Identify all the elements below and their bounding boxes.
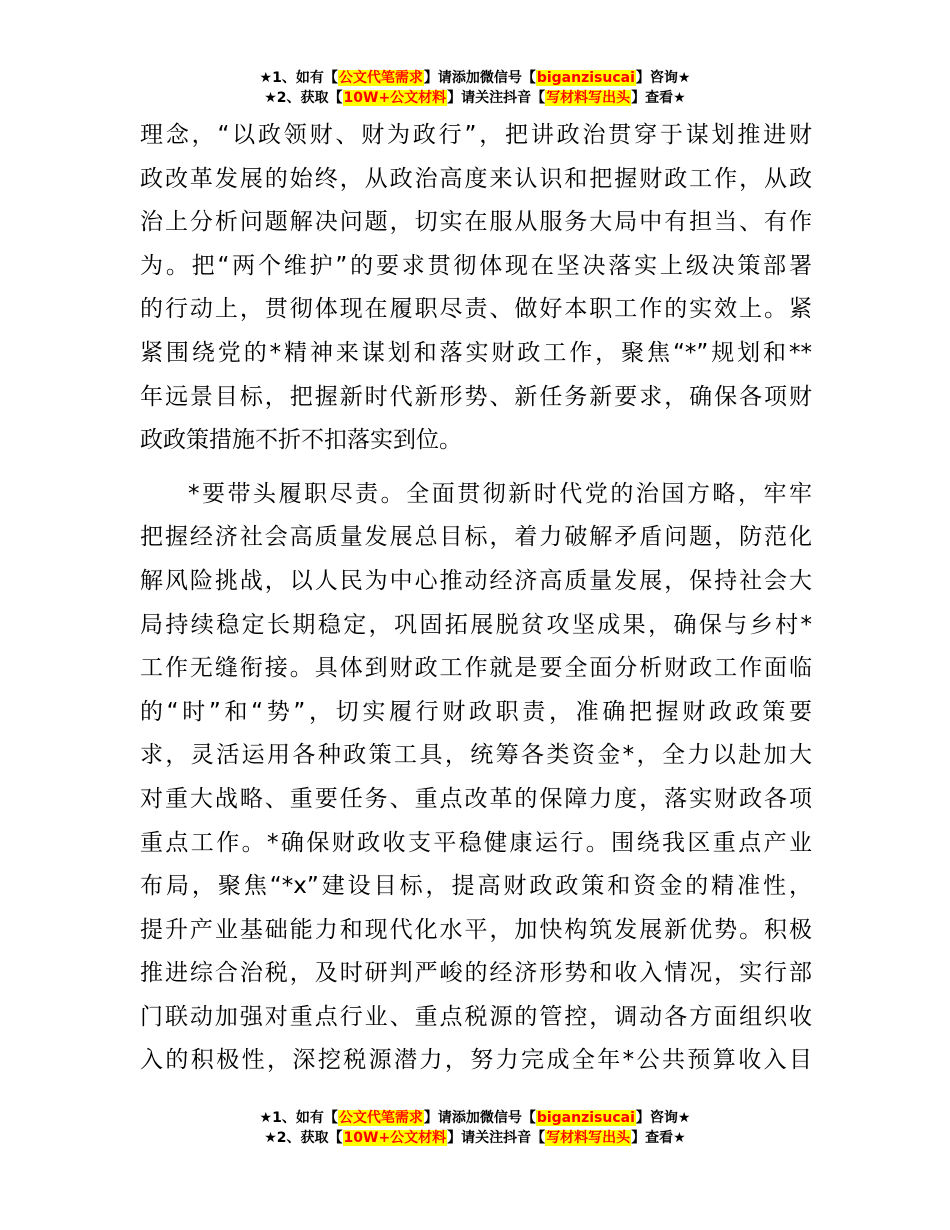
banner-line-2-mid: 】请关注抖音【 xyxy=(447,90,546,106)
banner-highlight-wechat: biganzisucai xyxy=(536,70,635,86)
text-line: 工作无缝衔接。具体到财政工作就是要全面分析财政工作面临 xyxy=(140,655,812,682)
banner-line-2 xyxy=(0,88,950,108)
text-line: 门联动加强对重点行业、重点税源的管控，调动各方面组织收 xyxy=(140,1003,812,1030)
banner-highlight-materials: 10W+公文材料 xyxy=(343,1130,447,1146)
text-line: 紧围绕党的*精神来谋划和落实财政工作，聚焦“*”规划和** xyxy=(140,339,812,366)
banner-line-2-mid: 】请关注抖音【 xyxy=(447,1130,546,1146)
banner-highlight-douyin: 写材料写出头 xyxy=(546,1130,631,1146)
footer-banner xyxy=(0,1108,950,1148)
text-line: 重点工作。*确保财政收支平稳健康运行。围绕我区重点产业 xyxy=(140,829,812,856)
paragraph-1 xyxy=(140,114,812,463)
banner-line-1-mid: 】请添加微信号【 xyxy=(423,1110,536,1126)
banner-line-2 xyxy=(0,1128,950,1148)
text-line: 局持续稳定长期稳定，巩固拓展脱贫攻坚成果，确保与乡村* xyxy=(140,611,812,638)
text-line: *要带头履职尽责。全面贯彻新时代党的治国方略，牢牢 xyxy=(188,480,812,507)
text-line: 提升产业基础能力和现代化水平，加快构筑发展新优势。积极 xyxy=(140,916,812,943)
banner-line-1 xyxy=(0,68,950,88)
text-line: 求，灵活运用各种政策工具，统筹各类资金*，全力以赴加大 xyxy=(140,742,812,769)
text-line: 推进综合治税，及时研判严峻的经济形势和收入情况，实行部 xyxy=(140,960,812,987)
text-line: 把握经济社会高质量发展总目标，着力破解矛盾问题，防范化 xyxy=(140,524,812,551)
text-line: 理念，“以政领财、财为政行”，把讲政治贯穿于谋划推进财 xyxy=(140,122,812,148)
text-line: 对重大战略、重要任务、重点改革的保障力度，落实财政各项 xyxy=(140,785,812,812)
text-line: 的“时”和“势”，切实履行财政职责，准确把握财政政策要 xyxy=(140,698,812,725)
text-line: 年远景目标，把握新时代新形势、新任务新要求，确保各项财 xyxy=(140,383,812,410)
banner-line-2-prefix: ★2、获取【 xyxy=(264,1130,343,1146)
banner-line-1-prefix: ★1、如有【 xyxy=(259,70,338,86)
paragraph-spacer xyxy=(140,463,812,473)
text-line: 布局，聚焦“*x”建设目标，提高财政政策和资金的精准性， xyxy=(140,873,812,900)
banner-line-1-prefix: ★1、如有【 xyxy=(259,1110,338,1126)
text-line: 政改革发展的始终，从政治高度来认识和把握财政工作，从政 xyxy=(140,165,812,192)
banner-highlight-service: 公文代笔需求 xyxy=(338,1110,423,1126)
banner-highlight-wechat: biganzisucai xyxy=(536,1110,635,1126)
document-body xyxy=(140,114,812,1083)
text-line: 入的积极性，深挖税源潜力，努力完成全年*公共预算收入目 xyxy=(140,1047,812,1074)
banner-highlight-materials: 10W+公文材料 xyxy=(343,90,447,106)
paragraph-2 xyxy=(140,473,812,1083)
header-banner xyxy=(0,68,950,108)
banner-line-2-suffix: 】查看★ xyxy=(631,1130,686,1146)
banner-highlight-service: 公文代笔需求 xyxy=(338,70,423,86)
text-line: 为。把“两个维护”的要求贯彻体现在坚决落实上级决策部署 xyxy=(140,252,812,279)
banner-line-2-suffix: 】查看★ xyxy=(631,90,686,106)
text-line: 治上分析问题解决问题，切实在服从服务大局中有担当、有作 xyxy=(140,209,812,236)
banner-line-1-suffix: 】咨询★ xyxy=(635,1110,691,1126)
banner-line-1 xyxy=(0,1108,950,1128)
text-line: 解风险挑战，以人民为中心推动经济高质量发展，保持社会大 xyxy=(140,567,812,594)
text-line: 的行动上，贯彻体现在履职尽责、做好本职工作的实效上。紧 xyxy=(140,296,812,323)
banner-line-1-mid: 】请添加微信号【 xyxy=(423,70,536,86)
banner-line-2-prefix: ★2、获取【 xyxy=(264,90,343,106)
banner-line-1-suffix: 】咨询★ xyxy=(635,70,691,86)
banner-highlight-douyin: 写材料写出头 xyxy=(546,90,631,106)
text-line: 政政策措施不折不扣落实到位。 xyxy=(140,427,462,454)
